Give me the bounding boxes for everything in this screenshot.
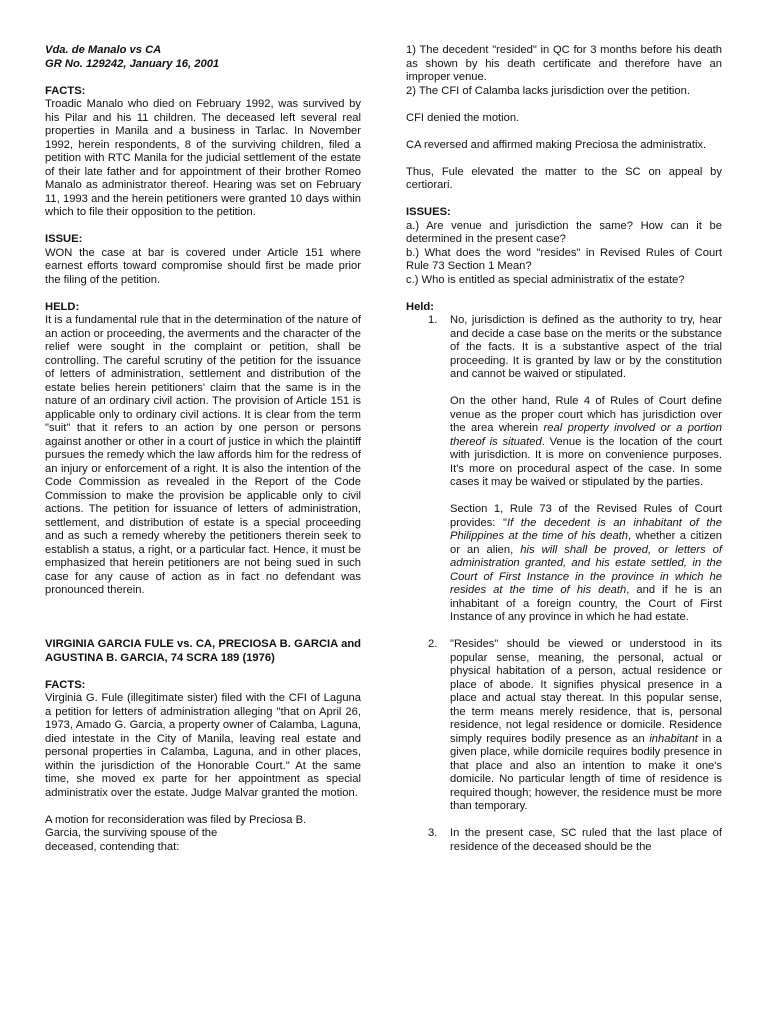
held-1-paragraph-2	[450, 395, 722, 490]
motion-line-3: deceased, contending that:	[45, 840, 180, 853]
ground-1: 1) The decedent "resided" in QC for 3 months before his death as shown by his death certificate and therefore have an improper venue.	[406, 44, 722, 83]
held-2-paragraph	[450, 638, 722, 814]
held-paragraph: It is a fundamental rule that in the determination of the nature of an action or proceeding, the averments and the character of the relief were sought in the complaint or petition, shall be controlling. The careful scrutiny of the petition for the issuance of letters of administration, settlement and distribution of the estate belies herein petitioners' claim that the same is in the nature of an ordinary civil action. The provision of Article 151 is applicable only to ordinary civil actions. It is clear from the term "suit" that it refers to an action by one person or persons against another or other in a court of justice in which the plaintiff pursues the remedy which the law affords him for the redress of an injury or enforcement of a right. It is also the intention of the Code Commission as revealed in the Report of the Code Commission to make the provision be applicable only to civil actions. The petition for issuance of letters of administration, settlement, and distribution of estate is a special proceeding and as such a remedy whereby the petitioners therein seek to establish a status, a right, or a particular fact. Hence, it must be emphasized that herein petitioners are not being sued in such case for any cause of action as in fact no defendant was pronounced therein.	[45, 314, 361, 596]
left-column	[45, 44, 361, 854]
held-list	[406, 314, 722, 854]
motion-line-1: A motion for reconsideration was filed by Preciosa B.	[45, 813, 307, 826]
motion-line-2: Garcia, the surviving spouse of the	[45, 827, 218, 839]
ground-2: 2) The CFI of Calamba lacks jurisdiction over the petition.	[406, 84, 690, 97]
item-number: 2.	[428, 638, 438, 650]
held-heading: HELD:	[45, 300, 80, 313]
facts-heading: FACTS:	[45, 84, 86, 97]
text-run: , and if he is an inhabitant of a foreign country, the Court of First Instance of any province in which he had estate.	[450, 584, 722, 623]
ca-reversed: CA reversed and affirmed making Preciosa the administratix.	[406, 138, 707, 151]
facts2-paragraph: Virginia G. Fule (illegitimate sister) filed with the CFI of Laguna a petition for letters of administration alleging "that on April 26, 1973, Amado G. Garcia, a property owner of Calamba, Laguna, died intestate in the City of Manila, leaving real estate and personal properties in Calamba, Laguna, and in other places, within the jurisdiction of the Honorable Court." At the same time, she moved ex parte for her appointment as special administratix over the estate. Judge Malvar granted the motion.	[45, 692, 361, 799]
text-run: . Venue is the location of the court with jurisdiction. It is more on convenience purposes. It's more on procedural aspect of the case. In some cases it may be waived or stipulated by the parties.	[450, 435, 723, 488]
facts2-heading: FACTS:	[45, 678, 86, 691]
held-1-paragraph-3	[450, 503, 722, 625]
facts-paragraph: Troadic Manalo who died on February 1992, was survived by his Pilar and his 11 children. The deceased left several real properties in Manila and a business in Tarlac. In November 1992, herein respondents, 8 of the surviving children, filed a petition with RTC Manila for the judicial settlement of the estate of their late father and for appointment of their brother Romeo Manalo as administrator thereof. Hearing was set on February 11, 1993 and the herein petitioners were granted 10 days within which to file their opposition to the petition.	[45, 98, 361, 218]
right-column	[406, 44, 722, 854]
held-heading-right: Held:	[406, 300, 434, 313]
emphasis-run: inhabitant	[649, 732, 698, 745]
held-item-1	[406, 314, 722, 638]
emphasis-run: his will shall be proved, or letters of administration granted, and his estate settled, in the Court of First Instance in the province in which he resides at the time of his death	[450, 543, 722, 596]
case2-title: VIRGINIA GARCIA FULE vs. CA, PRECIOSA B. GARCIA and AGUSTINA B. GARCIA, 74 SCRA 189 (1976)	[45, 638, 361, 664]
emphasis-run: real property involved or a portion thereof is situated	[450, 422, 722, 448]
issue-b: b.) What does the word "resides" in Revised Rules of Court Rule 73 Section 1 Mean?	[406, 246, 722, 272]
text-run: On the other hand, Rule 4 of Rules of Court define venue as the proper court which has jurisdiction over the area wherein	[450, 395, 722, 434]
case-citation: GR No. 129242, January 16, 2001	[45, 57, 220, 70]
item-number: 3.	[428, 827, 438, 839]
held-item-3	[406, 827, 722, 854]
held-3-paragraph: In the present case, SC ruled that the last place of residence of the deceased should be the	[450, 827, 722, 853]
fule-elevated: Thus, Fule elevated the matter to the SC on appeal by certiorari.	[406, 165, 722, 191]
text-run: in a given place, while domicile requires bodily presence in that place and also an intention to make it one's domicile. No particular length of time of residence is required though; however, the residence must be more than temporary.	[450, 732, 722, 812]
text-run: , whether a citizen or an alien,	[450, 530, 723, 556]
case-title: Vda. de Manalo vs CA	[45, 44, 162, 56]
issue-paragraph: WON the case at bar is covered under Article 151 where earnest efforts toward compromise should first be made prior the filing of the petition.	[45, 246, 361, 286]
cfi-denied: CFI denied the motion.	[406, 111, 520, 124]
issues-heading: ISSUES:	[406, 206, 451, 218]
issue-heading: ISSUE:	[45, 233, 83, 245]
held-item-2	[406, 638, 722, 827]
emphasis-run: If the decedent is an inhabitant of the Philippines at the time of his death	[450, 516, 722, 542]
issue-a: a.) Are venue and jurisdiction the same? How can it be determined in the present case?	[406, 219, 722, 245]
held-1-paragraph-1: No, jurisdiction is defined as the authority to try, hear and decide a case base on the merits or the substance of the facts. It is a substantive aspect of the trial proceeding. It is granted by law or by the constitution and cannot be waived or stipulated.	[450, 314, 722, 380]
issue-c: c.) Who is entitled as special administratix of the estate?	[406, 273, 685, 286]
text-run: "Resides" should be viewed or understood in its popular sense, meaning, the personal, actual or physical habitation of a person, actual residence or place of abode. It signifies physical presence in a place and actual stay thereat. In this popular sense, the term means merely residence, that is, personal residence, not legal residence or domicile. Residence simply requires bodily presence as an	[450, 638, 722, 745]
item-number: 1.	[428, 314, 438, 326]
text-run: Section 1, Rule 73 of the Revised Rules of Court provides: "	[450, 503, 722, 529]
